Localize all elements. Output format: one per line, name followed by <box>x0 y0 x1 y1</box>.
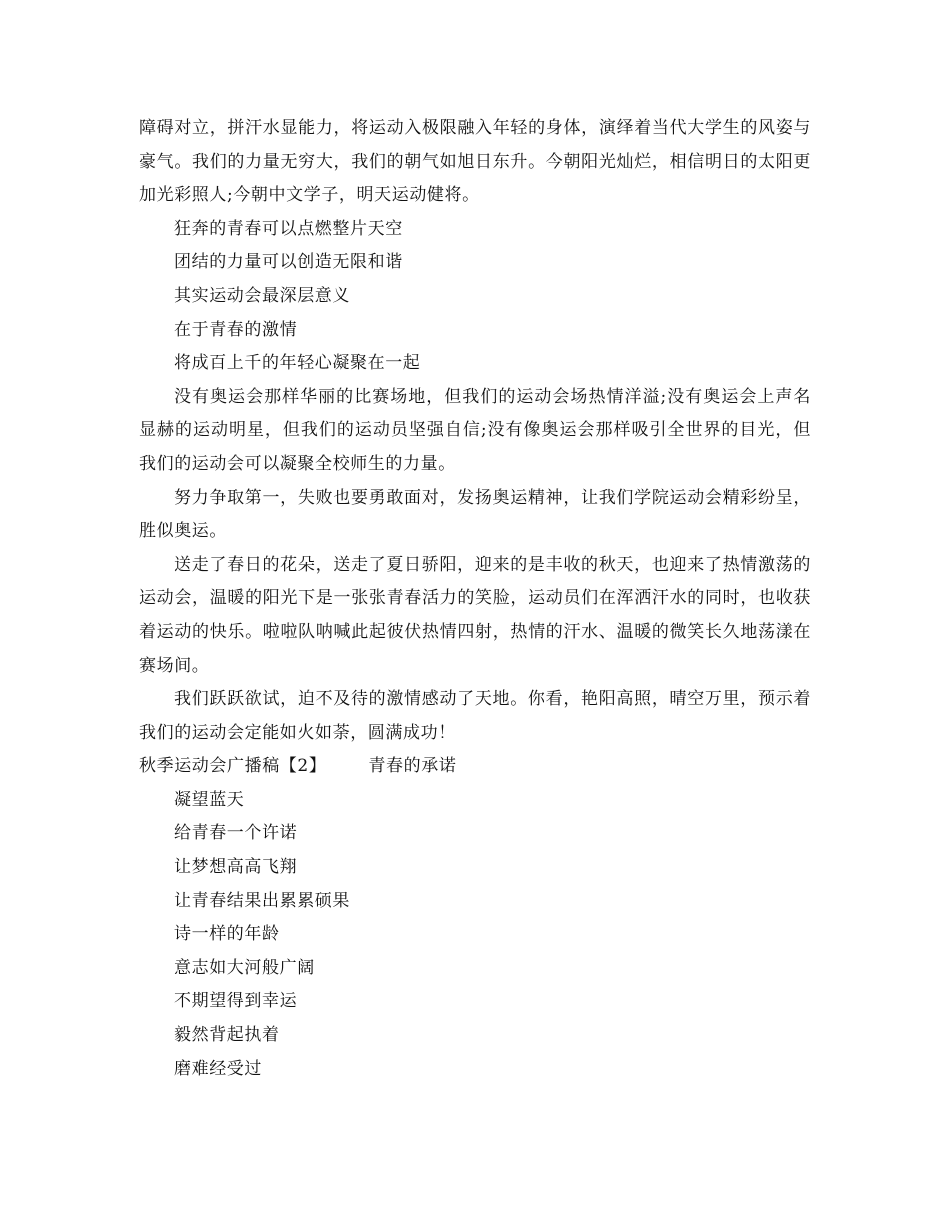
poem-line: 意志如大河般广阔 <box>174 957 315 978</box>
body-paragraph: 送走了春日的花朵，送走了夏日骄阳，迎来的是丰收的秋天，也迎来了热情激荡的运动会，温暖的阳光下是一张张青春活力的笑脸，运动员们在浑洒汗水的同时，也收获着运动的快乐。啦啦队呐喊此起彼伏热情四射，热情的汗水、温暖的微笑长久地荡漾在赛场间。 <box>139 554 811 676</box>
poem-line: 给青春一个许诺 <box>174 823 298 844</box>
poem-line: 让青春结果出累累硕果 <box>174 890 350 911</box>
section-subtitle: 青春的承诺 <box>368 756 457 777</box>
poem-line: 在于青春的激情 <box>174 319 298 340</box>
poem-line: 不期望得到幸运 <box>174 991 298 1012</box>
document-body <box>139 112 811 1086</box>
poem-line: 将成百上千的年轻心凝聚在一起 <box>174 353 421 374</box>
poem-stanza-2 <box>139 784 811 1086</box>
section-heading <box>139 750 811 784</box>
continuation-paragraph: 障碍对立，拼汗水显能力，将运动入极限融入年轻的身体，演绎着当代大学生的风姿与豪气。我们的力量无穷大，我们的朝气如旭日东升。今朝阳光灿烂，相信明日的太阳更加光彩照人;今朝中文学子，明天运动健将。 <box>139 118 811 206</box>
body-paragraph: 努力争取第一，失败也要勇敢面对，发扬奥运精神，让我们学院运动会精彩纷呈，胜似奥运。 <box>139 487 811 542</box>
body-paragraph: 没有奥运会那样华丽的比赛场地，但我们的运动会场热情洋溢;没有奥运会上声名显赫的运动明星，但我们的运动员坚强自信;没有像奥运会那样吸引全世界的目光，但我们的运动会可以凝聚全校师生的力量。 <box>139 386 811 474</box>
poem-line: 狂奔的青春可以点燃整片天空 <box>174 218 403 239</box>
section-title: 秋季运动会广播稿【2】 <box>139 756 327 777</box>
body-paragraph: 我们跃跃欲试，迫不及待的激情感动了天地。你看，艳阳高照，晴空万里，预示着我们的运动会定能如火如荼，圆满成功！ <box>139 689 811 743</box>
poem-line: 凝望蓝天 <box>174 789 245 810</box>
poem-line: 团结的力量可以创造无限和谐 <box>174 252 403 273</box>
poem-line: 磨难经受过 <box>174 1058 262 1079</box>
poem-line: 让梦想高高飞翔 <box>174 857 298 878</box>
poem-line: 其实运动会最深层意义 <box>174 285 350 306</box>
poem-line: 毅然背起执着 <box>174 1025 280 1046</box>
poem-stanza-1 <box>139 213 811 381</box>
poem-line: 诗一样的年龄 <box>174 924 280 945</box>
